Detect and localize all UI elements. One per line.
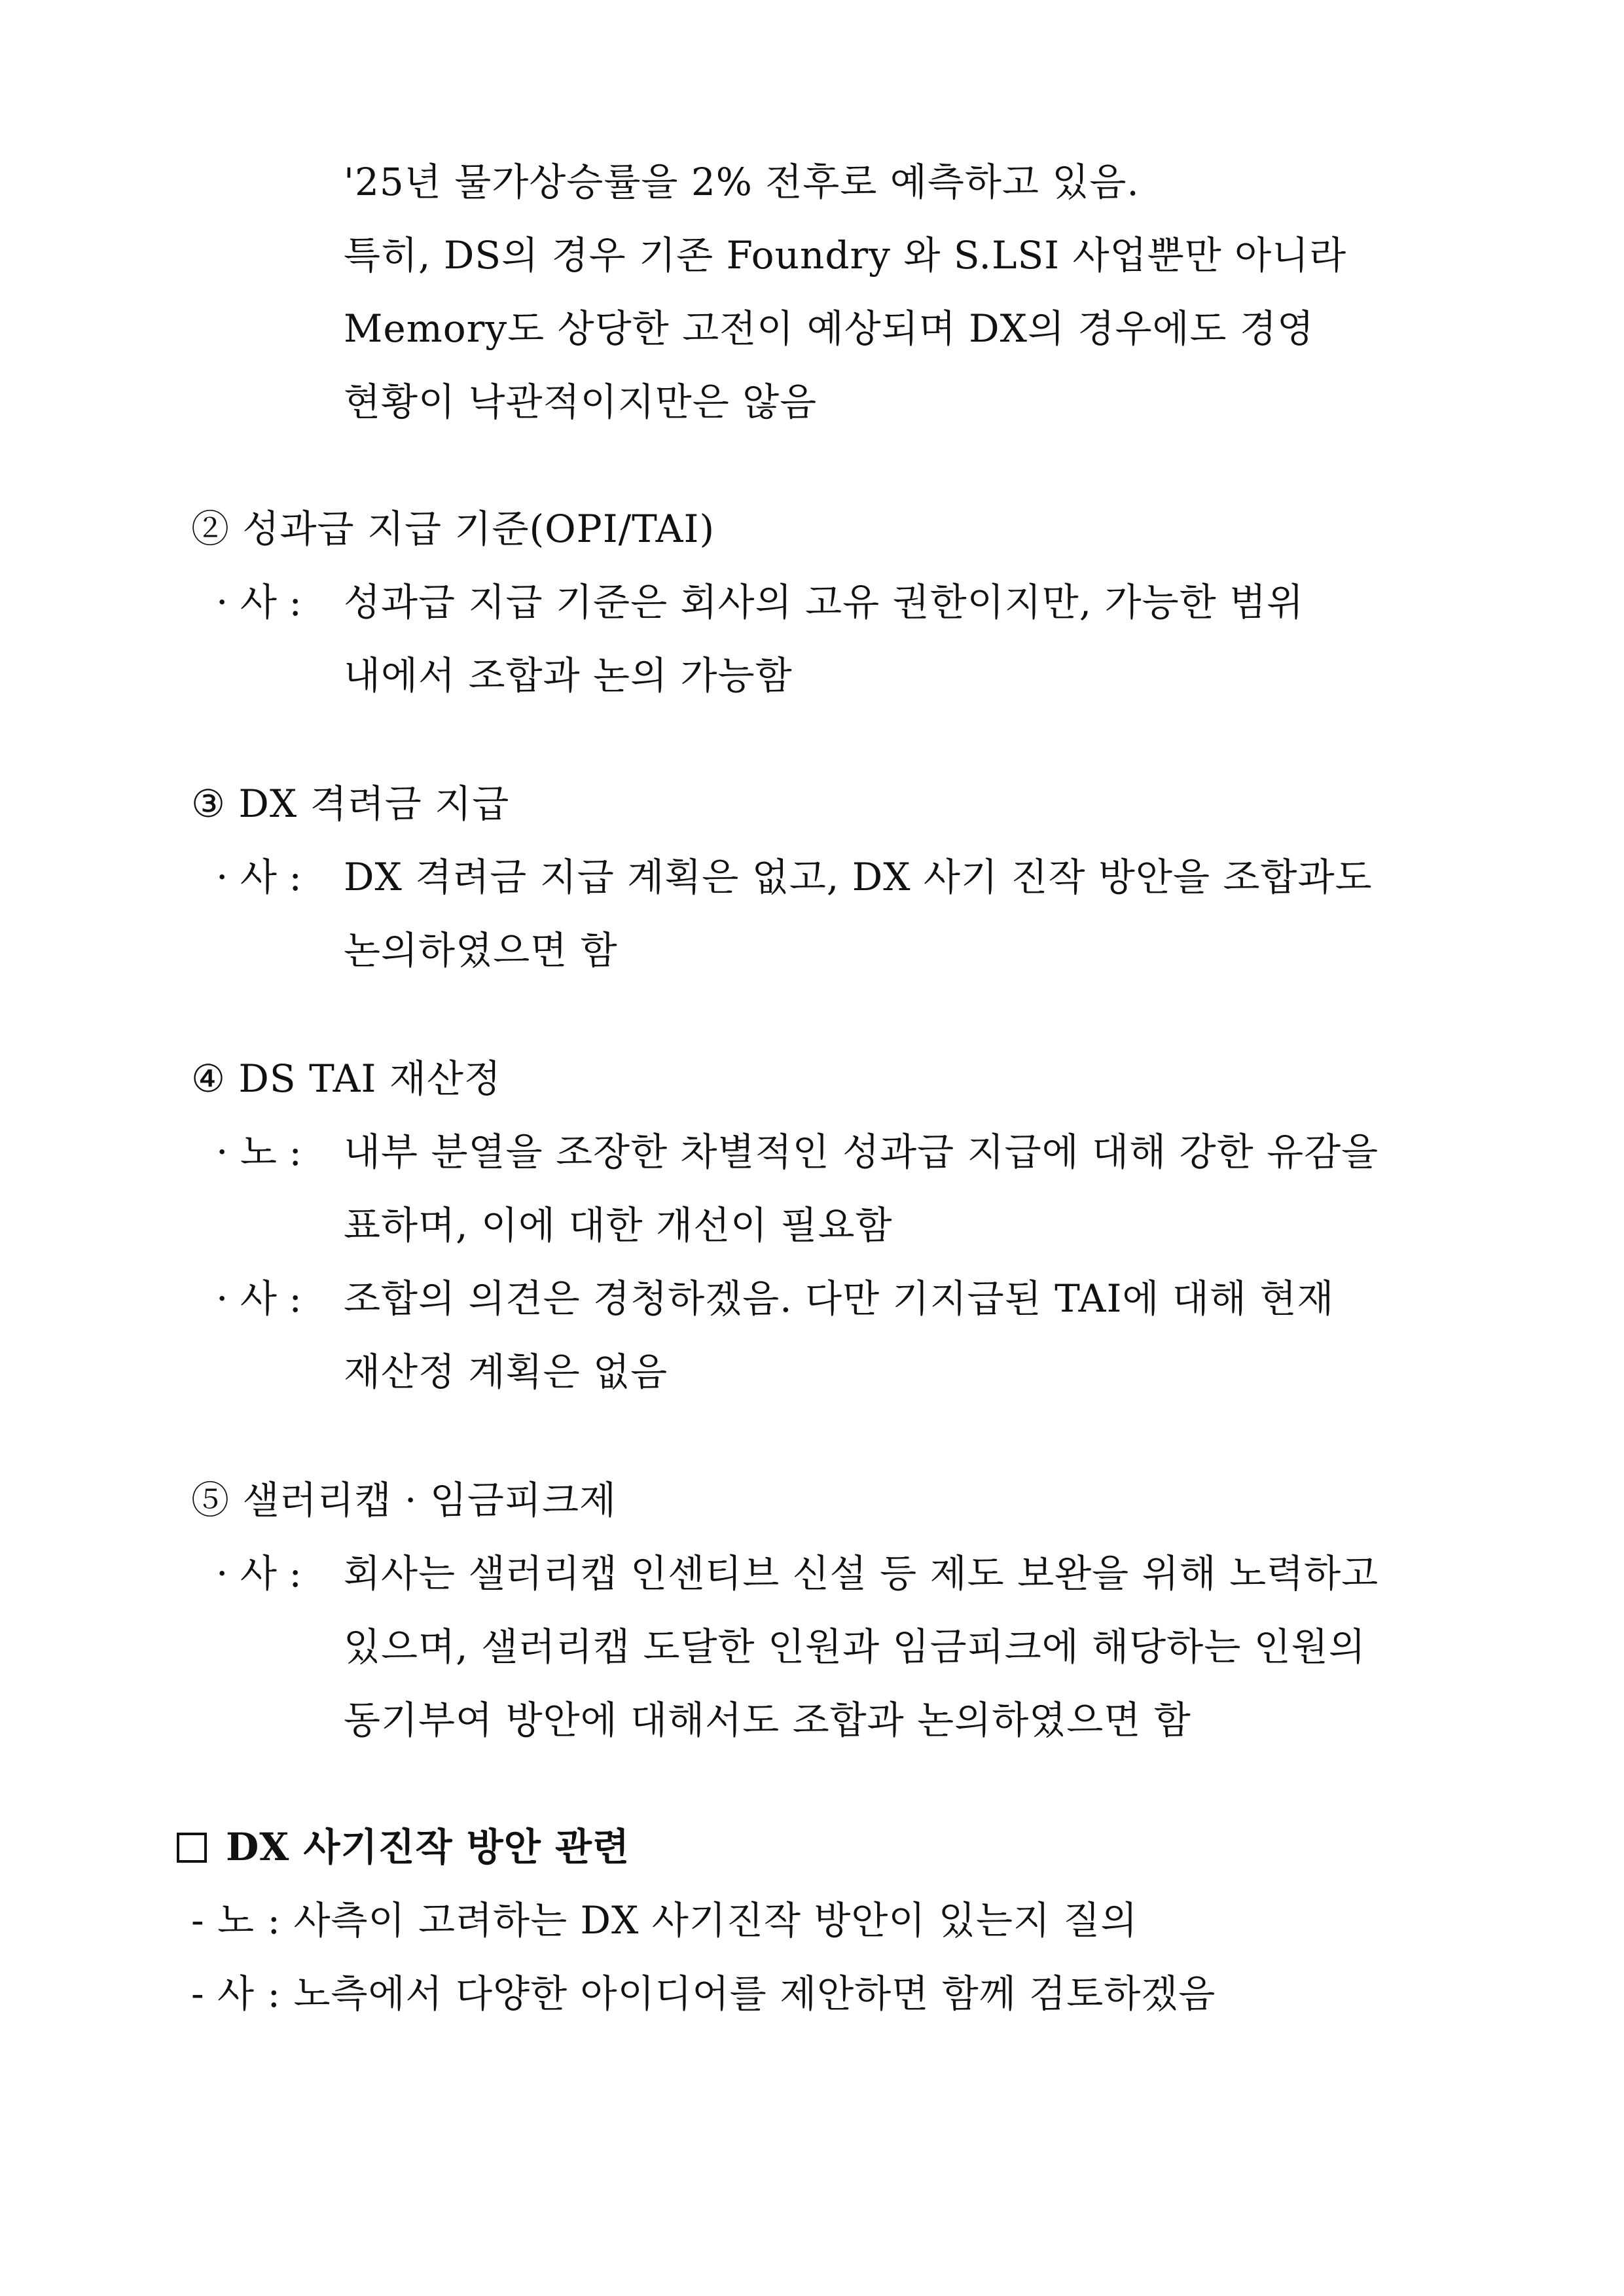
statement-line: 내에서 조합과 논의 가능함 [344,653,793,698]
statement-line: 회사는 샐러리캡 인센티브 신설 등 제도 보완을 위해 노력하고 [344,1551,1379,1596]
intro-line-1: '25년 물가상승률을 2% 전후로 예측하고 있음. [344,160,1140,204]
statement-line: 논의하였으면 함 [344,928,618,973]
section-title-dx-incentive: ③ DX 격려금 지급 [191,781,510,826]
speaker-marker: · 사 : [216,1551,302,1596]
section-title-performance-bonus: ② 성과급 지급 기준(OPI/TAI) [191,507,715,551]
speaker-marker: · 사 : [216,1276,302,1321]
speaker-marker: · 사 : [216,855,302,899]
dx-morale-item: - 노 : 사측이 고려하는 DX 사기진작 방안이 있는지 질의 [191,1898,1138,1943]
dx-morale-item: - 사 : 노측에서 다양한 아이디어를 제안하면 함께 검토하겠음 [191,1971,1216,2016]
intro-line-2: 특히, DS의 경우 기존 Foundry 와 S.LSI 사업뿐만 아니라 [344,233,1347,278]
statement-line: 표하며, 이에 대한 개선이 필요함 [344,1203,893,1247]
statement-line: 성과급 지급 기준은 회사의 고유 권한이지만, 가능한 범위 [344,580,1305,624]
statement-line: 있으며, 샐러리캡 도달한 인원과 임금피크에 해당하는 인원의 [344,1624,1366,1669]
checkbox-icon [177,1833,207,1863]
intro-line-4: 현황이 낙관적이지만은 않음 [344,380,818,424]
speaker-marker: · 사 : [216,580,302,624]
dx-morale-heading: DX 사기진작 방안 관련 [226,1825,630,1869]
statement-line: 조합의 의견은 경청하겠음. 다만 기지급된 TAI에 대해 현재 [344,1276,1335,1321]
statement-line: 동기부여 방안에 대해서도 조합과 논의하였으면 함 [344,1698,1191,1742]
statement-line: DX 격려금 지급 계획은 없고, DX 사기 진작 방안을 조합과도 [344,855,1373,899]
section-title-ds-tai: ④ DS TAI 재산정 [191,1056,501,1101]
section-title-salary-cap: ⑤ 샐러리캡 · 임금피크제 [191,1478,617,1522]
speaker-marker: · 노 : [216,1130,302,1174]
statement-line: 재산정 계획은 없음 [344,1350,668,1394]
intro-line-3: Memory도 상당한 고전이 예상되며 DX의 경우에도 경영 [344,306,1315,351]
statement-line: 내부 분열을 조장한 차별적인 성과급 지급에 대해 강한 유감을 [344,1130,1379,1174]
